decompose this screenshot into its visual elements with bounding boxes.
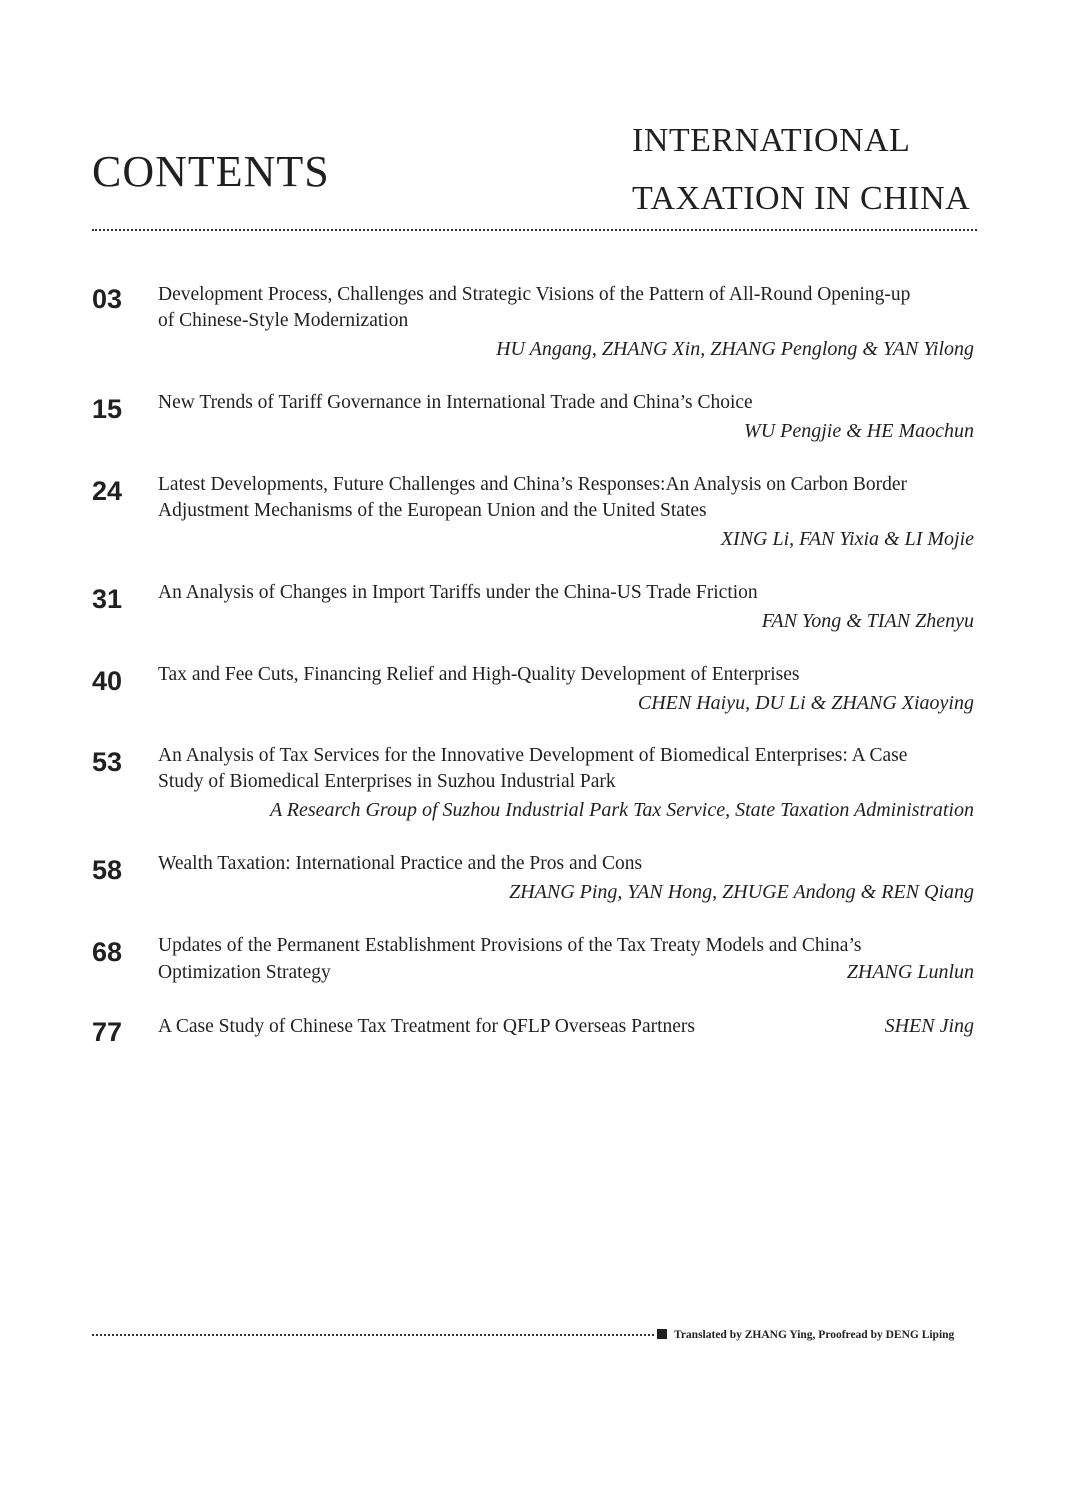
journal-title-line2: TAXATION IN CHINA xyxy=(632,180,971,217)
page-number: 53 xyxy=(92,747,123,777)
article-title-line: Study of Biomedical Enterprises in Suzhou Industrial Park xyxy=(158,771,616,792)
article-title-line: of Chinese-Style Modernization xyxy=(158,310,409,331)
page-number: 40 xyxy=(92,666,123,696)
article-authors: ZHANG Ping, YAN Hong, ZHUGE Andong & REN Qiang xyxy=(509,881,974,903)
article-authors: SHEN Jing xyxy=(884,1015,974,1037)
article-title[interactable] xyxy=(158,851,974,877)
page-number: 15 xyxy=(92,394,123,424)
article-authors: WU Pengjie & HE Maochun xyxy=(744,420,974,442)
page-number: 68 xyxy=(92,937,123,967)
title-author-row xyxy=(158,959,974,986)
article-title[interactable]: Updates of the Permanent Establishment Provisions of the Tax Treaty Models and China’s xyxy=(158,935,862,956)
page-number: 31 xyxy=(92,584,123,614)
article-title-line: An Analysis of Tax Services for the Innovative Development of Biomedical Enterprises: A Case xyxy=(158,745,908,766)
article-title-line: Adjustment Mechanisms of the European Union and the United States xyxy=(158,500,707,521)
page-number: 77 xyxy=(92,1017,123,1047)
article-authors: FAN Yong & TIAN Zhenyu xyxy=(761,610,974,632)
journal-title xyxy=(632,112,970,228)
page-number: 03 xyxy=(92,284,123,314)
dotted-divider-bottom xyxy=(92,1334,654,1336)
article-authors: XING Li, FAN Yixia & LI Mojie xyxy=(720,528,974,550)
article-title[interactable]: A Case Study of Chinese Tax Treatment for QFLP Overseas Partners xyxy=(158,1016,695,1037)
article-title[interactable] xyxy=(158,390,974,416)
article-title-line: Optimization Strategy xyxy=(158,962,331,983)
article-title-line: Latest Developments, Future Challenges and China’s Responses:An Analysis on Carbon Border xyxy=(158,474,908,495)
article-title[interactable] xyxy=(158,472,974,524)
article-authors: CHEN Haiyu, DU Li & ZHANG Xiaoying xyxy=(637,692,974,714)
article-title-line: An Analysis of Changes in Import Tariffs under the China-US Trade Friction xyxy=(158,582,758,603)
article-authors: HU Angang, ZHANG Xin, ZHANG Penglong & YAN Yilong xyxy=(496,338,974,360)
article-title-line: Development Process, Challenges and Strategic Visions of the Pattern of All-Round Opening-up xyxy=(158,284,911,305)
article-authors: A Research Group of Suzhou Industrial Park Tax Service, State Taxation Administration xyxy=(269,799,974,821)
article-title-line: Wealth Taxation: International Practice and the Pros and Cons xyxy=(158,853,643,874)
article-title[interactable] xyxy=(158,282,974,334)
page-number: 58 xyxy=(92,855,123,885)
article-title[interactable] xyxy=(158,743,974,795)
translation-credit: Translated by ZHANG Ying, Proofread by DENG Liping xyxy=(674,1329,955,1341)
dotted-divider-top xyxy=(92,229,977,231)
article-title[interactable] xyxy=(158,662,974,688)
article-title-line: New Trends of Tariff Governance in International Trade and China’s Choice xyxy=(158,392,753,413)
article-authors: ZHANG Lunlun xyxy=(846,961,974,983)
article-title-line: Tax and Fee Cuts, Financing Relief and High-Quality Development of Enterprises xyxy=(158,664,800,685)
title-author-row xyxy=(158,1013,974,1040)
page-number: 24 xyxy=(92,476,123,506)
article-title[interactable] xyxy=(158,580,974,606)
journal-title-line1: INTERNATIONAL xyxy=(632,122,911,159)
square-bullet-icon xyxy=(657,1329,667,1339)
contents-heading: CONTENTS xyxy=(92,147,330,196)
